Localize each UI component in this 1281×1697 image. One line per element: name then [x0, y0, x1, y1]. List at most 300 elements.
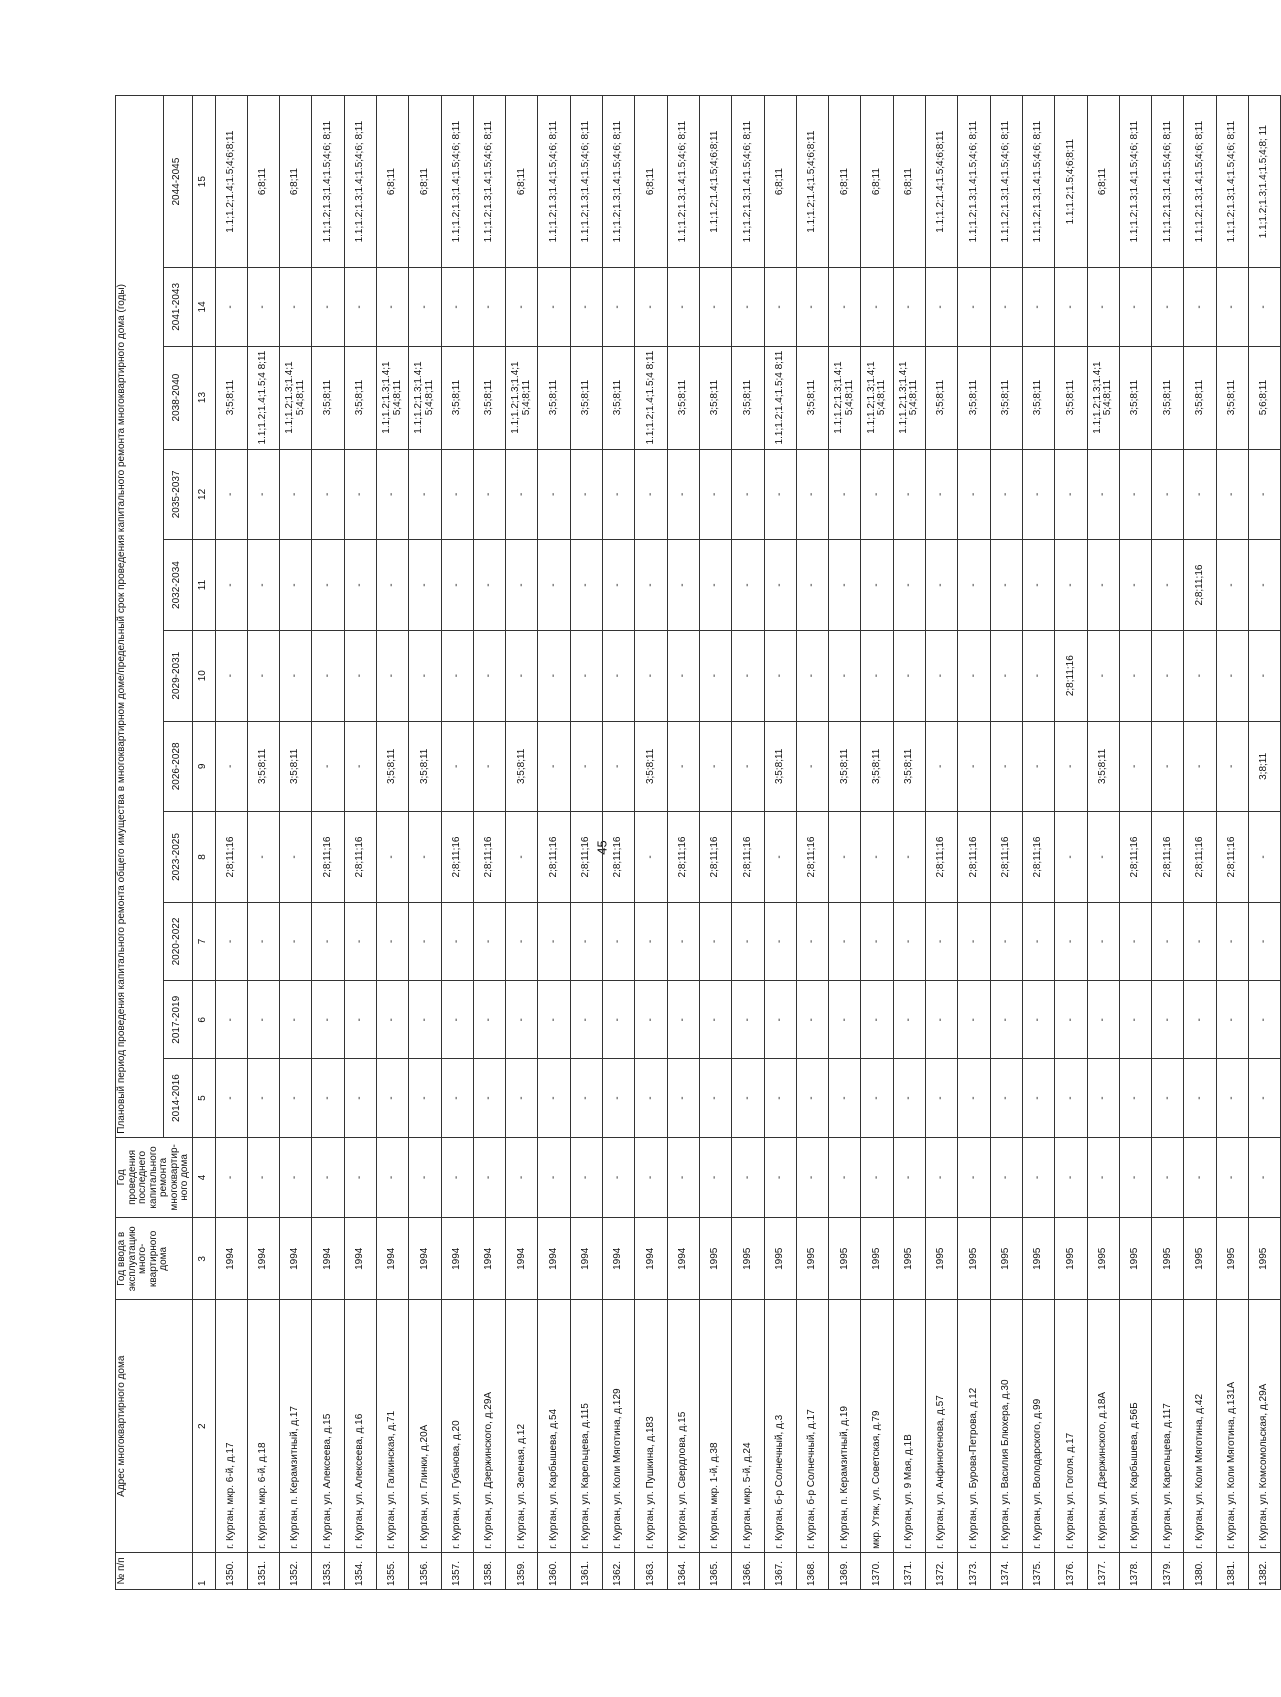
table-cell: - — [312, 449, 344, 540]
table-cell: г. Курган, ул. Алексеева, д.15 — [312, 1300, 344, 1552]
table-cell: г. Курган, мкр. 5-й, д.24 — [732, 1300, 764, 1552]
table-cell: - — [603, 981, 635, 1059]
table-cell: - — [796, 902, 828, 980]
table-cell: - — [215, 981, 247, 1059]
table-cell: - — [280, 1059, 312, 1137]
table-cell: - — [376, 812, 408, 903]
table-cell: - — [732, 981, 764, 1059]
table-cell: 1.1;1.2;1.3;1.4;1.5;4;6; 8;11 — [344, 96, 376, 268]
table-cell: 2;8;11;16 — [441, 812, 473, 903]
table-cell: г. Курган, ул. Глинки, д.20А — [409, 1300, 441, 1552]
table-cell: 2;8;11;16 — [667, 812, 699, 903]
table-cell: - — [764, 1137, 796, 1217]
table-cell: - — [215, 449, 247, 540]
table-cell: - — [1152, 1059, 1184, 1137]
table-cell: 1995 — [1216, 1218, 1248, 1300]
table-cell: - — [926, 1137, 958, 1217]
table-cell: 1.1;1.2;1.3;1.4;1.5;4;6; 8;11 — [1119, 96, 1151, 268]
table-cell: - — [1087, 812, 1119, 903]
table-cell: - — [247, 630, 279, 721]
table-cell: 3;5;8;11 — [247, 721, 279, 812]
table-cell: 1995 — [1249, 1218, 1281, 1300]
column-number-6: 7 — [192, 902, 215, 980]
column-number-14: 15 — [192, 96, 215, 268]
table-cell: - — [1119, 1059, 1151, 1137]
column-number-13: 14 — [192, 268, 215, 346]
table-cell: - — [1087, 1137, 1119, 1217]
table-cell: 1380. — [1184, 1552, 1216, 1589]
header-period-3: 2023-2025 — [163, 812, 192, 903]
table-cell: - — [570, 1137, 602, 1217]
table-cell: г. Курган, ул. Дзержинского, д.29А — [473, 1300, 505, 1552]
table-cell: 1360. — [538, 1552, 570, 1589]
table-cell: 1.1;1.2;1.3;1.4;1.5;4;6; 8;11 — [570, 96, 602, 268]
table-cell: - — [1087, 540, 1119, 631]
table-cell: 1.1;1.2;1.3;1.4;1.5;4;6; 8;11 — [312, 96, 344, 268]
table-cell: - — [958, 981, 990, 1059]
table-cell: 1995 — [1152, 1218, 1184, 1300]
table-cell: 3;5;8;11 — [506, 721, 538, 812]
table-body — [215, 96, 1281, 1590]
table-cell: - — [829, 449, 861, 540]
table-cell: - — [764, 902, 796, 980]
table-cell: - — [958, 630, 990, 721]
table-cell: г. Курган, ул. Бурова-Петрова, д.12 — [958, 1300, 990, 1552]
table-row — [506, 96, 538, 1590]
table-cell: - — [861, 1059, 893, 1137]
table-cell: 1994 — [603, 1218, 635, 1300]
table-cell: - — [376, 1059, 408, 1137]
table-row — [1216, 96, 1248, 1590]
table-cell: 2;8;11;16 — [603, 812, 635, 903]
table-row — [1022, 96, 1054, 1590]
table-cell: - — [1119, 1137, 1151, 1217]
table-cell: 1995 — [1022, 1218, 1054, 1300]
table-cell: - — [635, 449, 667, 540]
table-cell: - — [1119, 721, 1151, 812]
table-cell: - — [829, 268, 861, 346]
column-number-row — [192, 96, 215, 1590]
table-cell: - — [344, 902, 376, 980]
table-cell: - — [732, 1137, 764, 1217]
table-cell: - — [247, 902, 279, 980]
table-cell: - — [247, 981, 279, 1059]
table-row — [990, 96, 1022, 1590]
table-cell: - — [1087, 902, 1119, 980]
table-cell: 2;8;11;16 — [538, 812, 570, 903]
table-cell: - — [1119, 902, 1151, 980]
table-cell: - — [829, 1059, 861, 1137]
table-cell: - — [215, 540, 247, 631]
table-cell: г. Курган, ул. Галкинская, д.71 — [376, 1300, 408, 1552]
table-cell: 1370. — [861, 1552, 893, 1589]
table-cell: 3;5;8;11 — [1184, 346, 1216, 449]
table-cell: 3;5;8;11 — [538, 346, 570, 449]
table-cell: - — [344, 449, 376, 540]
table-row — [215, 96, 247, 1590]
table-row — [312, 96, 344, 1590]
table-cell: - — [312, 1137, 344, 1217]
table-cell: 1995 — [699, 1218, 731, 1300]
table-cell: - — [635, 1137, 667, 1217]
table-cell: - — [958, 268, 990, 346]
table-cell: - — [409, 1137, 441, 1217]
table-cell: - — [1249, 268, 1281, 346]
header-period-1: 2017-2019 — [163, 981, 192, 1059]
table-cell: 1994 — [441, 1218, 473, 1300]
table-cell: - — [1216, 721, 1248, 812]
table-row — [667, 96, 699, 1590]
table-cell: - — [796, 1059, 828, 1137]
table-cell: - — [1216, 902, 1248, 980]
table-cell: - — [958, 540, 990, 631]
table-cell: 3;5;8;11 — [312, 346, 344, 449]
table-cell: 1372. — [926, 1552, 958, 1589]
table-cell: - — [215, 1137, 247, 1217]
table-cell: 1350. — [215, 1552, 247, 1589]
table-cell: 1995 — [1055, 1218, 1087, 1300]
table-cell: 3;5;8;11 — [1152, 346, 1184, 449]
table-cell: - — [926, 1059, 958, 1137]
table-cell: - — [376, 902, 408, 980]
table-cell: - — [570, 981, 602, 1059]
table-cell: - — [247, 449, 279, 540]
column-number-7: 8 — [192, 812, 215, 903]
table-cell: - — [732, 902, 764, 980]
table-cell: 6;8;11 — [409, 96, 441, 268]
table-cell: - — [861, 902, 893, 980]
table-cell: - — [1249, 902, 1281, 980]
table-cell: 1995 — [732, 1218, 764, 1300]
table-cell: 6;8;11 — [247, 96, 279, 268]
table-cell: 1.1;1.2;1.3;1.4;1 5;4;8;11 — [1087, 346, 1119, 449]
table-cell: - — [1152, 449, 1184, 540]
table-cell: г. Курган, ул. Зеленая, д.12 — [506, 1300, 538, 1552]
column-number-8: 9 — [192, 721, 215, 812]
table-cell: 1374. — [990, 1552, 1022, 1589]
table-cell: 1351. — [247, 1552, 279, 1589]
table-cell: - — [990, 540, 1022, 631]
table-cell: - — [990, 449, 1022, 540]
table-cell: г. Курган, ул. 9 Мая, д.1В — [893, 1300, 925, 1552]
table-cell: - — [312, 540, 344, 631]
table-cell: - — [796, 540, 828, 631]
table-cell: 2;8;11;16 — [699, 812, 731, 903]
table-row — [1087, 96, 1119, 1590]
table-cell: 3;5;8;11 — [1055, 346, 1087, 449]
table-cell: г. Курган, ул. Коли Мяготина, д.131А — [1216, 1300, 1248, 1552]
table-cell: - — [1055, 812, 1087, 903]
table-cell: - — [796, 1137, 828, 1217]
table-cell: - — [635, 540, 667, 631]
table-cell: - — [1087, 630, 1119, 721]
table-cell: - — [312, 902, 344, 980]
table-cell: - — [409, 981, 441, 1059]
table-cell: - — [699, 721, 731, 812]
header-period-4: 2026-2028 — [163, 721, 192, 812]
column-number-9: 10 — [192, 630, 215, 721]
table-cell: - — [312, 981, 344, 1059]
table-cell: - — [699, 902, 731, 980]
table-cell: - — [1022, 1137, 1054, 1217]
table-cell: - — [635, 1059, 667, 1137]
table-cell: - — [699, 981, 731, 1059]
table-cell: - — [667, 721, 699, 812]
table-cell: - — [990, 721, 1022, 812]
table-cell: - — [699, 449, 731, 540]
table-cell: - — [506, 1137, 538, 1217]
table-cell: - — [1087, 268, 1119, 346]
column-number-11: 12 — [192, 449, 215, 540]
table-cell: 1.1;1.2;1.3;1.4;1.5;4;6; 8;11 — [1216, 96, 1248, 268]
table-cell: г. Курган, ул. Комсомольская, д.29А — [1249, 1300, 1281, 1552]
table-cell: - — [247, 812, 279, 903]
table-cell: - — [958, 1059, 990, 1137]
table-row — [1184, 96, 1216, 1590]
table-cell: - — [829, 1137, 861, 1217]
table-cell: 3;5;8;11 — [280, 721, 312, 812]
table-cell: г. Курган, ул. Губанова, д.20 — [441, 1300, 473, 1552]
table-cell: 1365. — [699, 1552, 731, 1589]
table-cell: 2;8;11;16 — [990, 812, 1022, 903]
table-cell: 1994 — [247, 1218, 279, 1300]
table-cell: - — [247, 268, 279, 346]
table-cell: 3;5;8;11 — [409, 721, 441, 812]
table-cell: г. Курган, ул. Анфиногенова, д.57 — [926, 1300, 958, 1552]
table-cell: - — [699, 630, 731, 721]
table-cell: - — [1249, 812, 1281, 903]
table-cell: - — [958, 902, 990, 980]
table-cell: - — [699, 1137, 731, 1217]
header-period-9: 2041-2043 — [163, 268, 192, 346]
table-cell: - — [1184, 721, 1216, 812]
table-cell: 2;8;11;16 — [1055, 630, 1087, 721]
table-cell: - — [1184, 1137, 1216, 1217]
table-cell: 1362. — [603, 1552, 635, 1589]
table-cell: 1995 — [796, 1218, 828, 1300]
table-cell: - — [570, 630, 602, 721]
table-cell: - — [1055, 721, 1087, 812]
table-cell: 6;8;11 — [506, 96, 538, 268]
table-cell: 1994 — [635, 1218, 667, 1300]
table-cell: - — [1216, 268, 1248, 346]
table-cell: - — [538, 1137, 570, 1217]
table-cell: 1995 — [926, 1218, 958, 1300]
table-cell: 1354. — [344, 1552, 376, 1589]
table-cell: 2;8;11;16 — [473, 812, 505, 903]
table-cell: - — [603, 268, 635, 346]
table-cell: - — [1184, 449, 1216, 540]
table-cell: 1994 — [280, 1218, 312, 1300]
table-row — [570, 96, 602, 1590]
table-cell: - — [893, 540, 925, 631]
table-cell: 3;5;8;11 — [215, 346, 247, 449]
table-cell: г. Курган, ул. Карельцева, д.115 — [570, 1300, 602, 1552]
table-cell: - — [506, 812, 538, 903]
table-row — [635, 96, 667, 1590]
table-cell: - — [538, 540, 570, 631]
table-cell: - — [667, 449, 699, 540]
table-cell: 6;8;11 — [635, 96, 667, 268]
table-cell: - — [441, 1137, 473, 1217]
table-cell: - — [344, 1137, 376, 1217]
header-address: Адрес многоквартирного дома — [116, 1300, 193, 1552]
table-cell: г. Курган, ул. Карбышева, д.56Б — [1119, 1300, 1151, 1552]
table-cell: - — [376, 449, 408, 540]
column-number-3: 4 — [192, 1137, 215, 1217]
table-cell: - — [506, 902, 538, 980]
table-cell: - — [861, 268, 893, 346]
table-cell: - — [215, 721, 247, 812]
table-cell: - — [441, 268, 473, 346]
table-cell: - — [893, 268, 925, 346]
table-cell: - — [764, 540, 796, 631]
table-cell: - — [376, 1137, 408, 1217]
table-cell: г. Курган, ул. Дзержинского, д.18А — [1087, 1300, 1119, 1552]
table-cell: 1994 — [409, 1218, 441, 1300]
table-cell: 1375. — [1022, 1552, 1054, 1589]
table-cell: г. Курган, ул. Коли Мяготина, д.129 — [603, 1300, 635, 1552]
table-cell: - — [732, 721, 764, 812]
table-cell: - — [699, 268, 731, 346]
table-row — [1119, 96, 1151, 1590]
table-cell: - — [376, 268, 408, 346]
column-number-2: 3 — [192, 1218, 215, 1300]
table-cell: 6;8;11 — [1087, 96, 1119, 268]
table-cell: - — [441, 721, 473, 812]
column-number-1: 2 — [192, 1300, 215, 1552]
table-cell: - — [1216, 449, 1248, 540]
table-cell: - — [764, 981, 796, 1059]
table-cell: - — [1087, 449, 1119, 540]
table-cell: 1.1;1.2;1.3;1.4;1 5;4;8;11 — [376, 346, 408, 449]
table-cell: г. Курган, ул. Гоголя, д.17 — [1055, 1300, 1087, 1552]
table-cell: - — [409, 902, 441, 980]
table-cell: 1358. — [473, 1552, 505, 1589]
table-cell: 1995 — [1184, 1218, 1216, 1300]
table-cell: 3;5;8;11 — [829, 721, 861, 812]
table-cell: 1.1;1.2;1.3;1.4;1.5;4;6; 8;11 — [1022, 96, 1054, 268]
header-no: № п/п — [116, 1552, 193, 1589]
table-cell: г. Курган, ул. Алексеева, д.16 — [344, 1300, 376, 1552]
table-cell: 2;8;11;16 — [1184, 812, 1216, 903]
header-period-0: 2014-2016 — [163, 1059, 192, 1137]
table-cell: 1994 — [376, 1218, 408, 1300]
table-cell: - — [1184, 981, 1216, 1059]
table-cell: - — [635, 812, 667, 903]
table-cell: - — [344, 540, 376, 631]
table-cell: - — [1022, 540, 1054, 631]
table-cell: - — [376, 981, 408, 1059]
table-cell: - — [570, 1059, 602, 1137]
table-cell: г. Курган, мкр. 6-й, д.17 — [215, 1300, 247, 1552]
table-cell: 1.1;1.2;1.3;1.4;1.5;4;6; 8;11 — [603, 96, 635, 268]
table-cell: - — [1216, 981, 1248, 1059]
table-row — [926, 96, 958, 1590]
table-cell: г. Курган, б-р Солнечный, д.17 — [796, 1300, 828, 1552]
table-cell: - — [312, 721, 344, 812]
table-cell: - — [1022, 449, 1054, 540]
table-cell: - — [409, 630, 441, 721]
table-cell: - — [796, 630, 828, 721]
header-period-2: 2020-2022 — [163, 902, 192, 980]
table-cell: 1.1;1.2;1.4;1.5;4 8;11 — [247, 346, 279, 449]
table-cell: - — [1119, 268, 1151, 346]
table-cell: - — [667, 268, 699, 346]
table-cell: - — [926, 540, 958, 631]
table-cell: - — [1055, 981, 1087, 1059]
table-cell: 6;8;11 — [376, 96, 408, 268]
table-cell: - — [344, 981, 376, 1059]
table-cell: 1995 — [861, 1218, 893, 1300]
column-number-0: 1 — [192, 1552, 215, 1589]
table-cell: - — [1022, 268, 1054, 346]
table-cell: 2;8;11;16 — [796, 812, 828, 903]
table-cell: - — [473, 902, 505, 980]
table-cell: - — [570, 268, 602, 346]
table-cell: - — [280, 268, 312, 346]
table-cell: - — [699, 1059, 731, 1137]
table-cell: - — [570, 721, 602, 812]
table-cell: 1363. — [635, 1552, 667, 1589]
table-cell: 3;5;8;11 — [376, 721, 408, 812]
table-cell: - — [538, 268, 570, 346]
table-cell: - — [861, 981, 893, 1059]
table-cell: 3;5;8;11 — [764, 721, 796, 812]
table-cell: - — [829, 902, 861, 980]
table-cell: 1.1;1.2;1.3;1.4;1 5;4;8;11 — [506, 346, 538, 449]
table-cell: 3;5;8;11 — [861, 721, 893, 812]
table-cell: 3;5;8;11 — [603, 346, 635, 449]
table-cell: - — [603, 630, 635, 721]
table-cell: - — [344, 268, 376, 346]
table-cell: - — [473, 540, 505, 631]
table-cell: г. Курган, ул. Свердлова, д.15 — [667, 1300, 699, 1552]
table-cell: - — [893, 1059, 925, 1137]
table-cell: - — [409, 812, 441, 903]
table-cell: 2;8;11;16 — [1119, 812, 1151, 903]
table-cell: - — [473, 449, 505, 540]
table-cell: 1366. — [732, 1552, 764, 1589]
column-number-12: 13 — [192, 346, 215, 449]
table-cell: - — [376, 540, 408, 631]
table-cell: - — [409, 1059, 441, 1137]
table-cell: - — [990, 1059, 1022, 1137]
table-cell: 1.1;1.2;1.3;1.4;1 5;4;8;11 — [893, 346, 925, 449]
table-cell: 2;8;11;16 — [1216, 812, 1248, 903]
table-cell: - — [667, 1059, 699, 1137]
table-cell: 1.1;1.2;1.4;1.5;4 8;11 — [764, 346, 796, 449]
table-cell: - — [1087, 1059, 1119, 1137]
table-cell: - — [1055, 540, 1087, 631]
table-cell: - — [473, 1059, 505, 1137]
header-period-6: 2032-2034 — [163, 540, 192, 631]
table-cell: - — [538, 981, 570, 1059]
table-cell: - — [667, 540, 699, 631]
table-cell: 3;5;8;11 — [1119, 346, 1151, 449]
table-cell: - — [861, 449, 893, 540]
table-cell: - — [247, 1059, 279, 1137]
table-cell: - — [829, 812, 861, 903]
table-cell: - — [344, 1059, 376, 1137]
table-row — [280, 96, 312, 1590]
table-cell: - — [958, 1137, 990, 1217]
table-cell: - — [926, 902, 958, 980]
table-cell: 3;5;8;11 — [570, 346, 602, 449]
table-cell: 1.1;1.2;1.5;4;6;8;11 — [1055, 96, 1087, 268]
table-cell: - — [796, 981, 828, 1059]
table-cell: - — [667, 630, 699, 721]
